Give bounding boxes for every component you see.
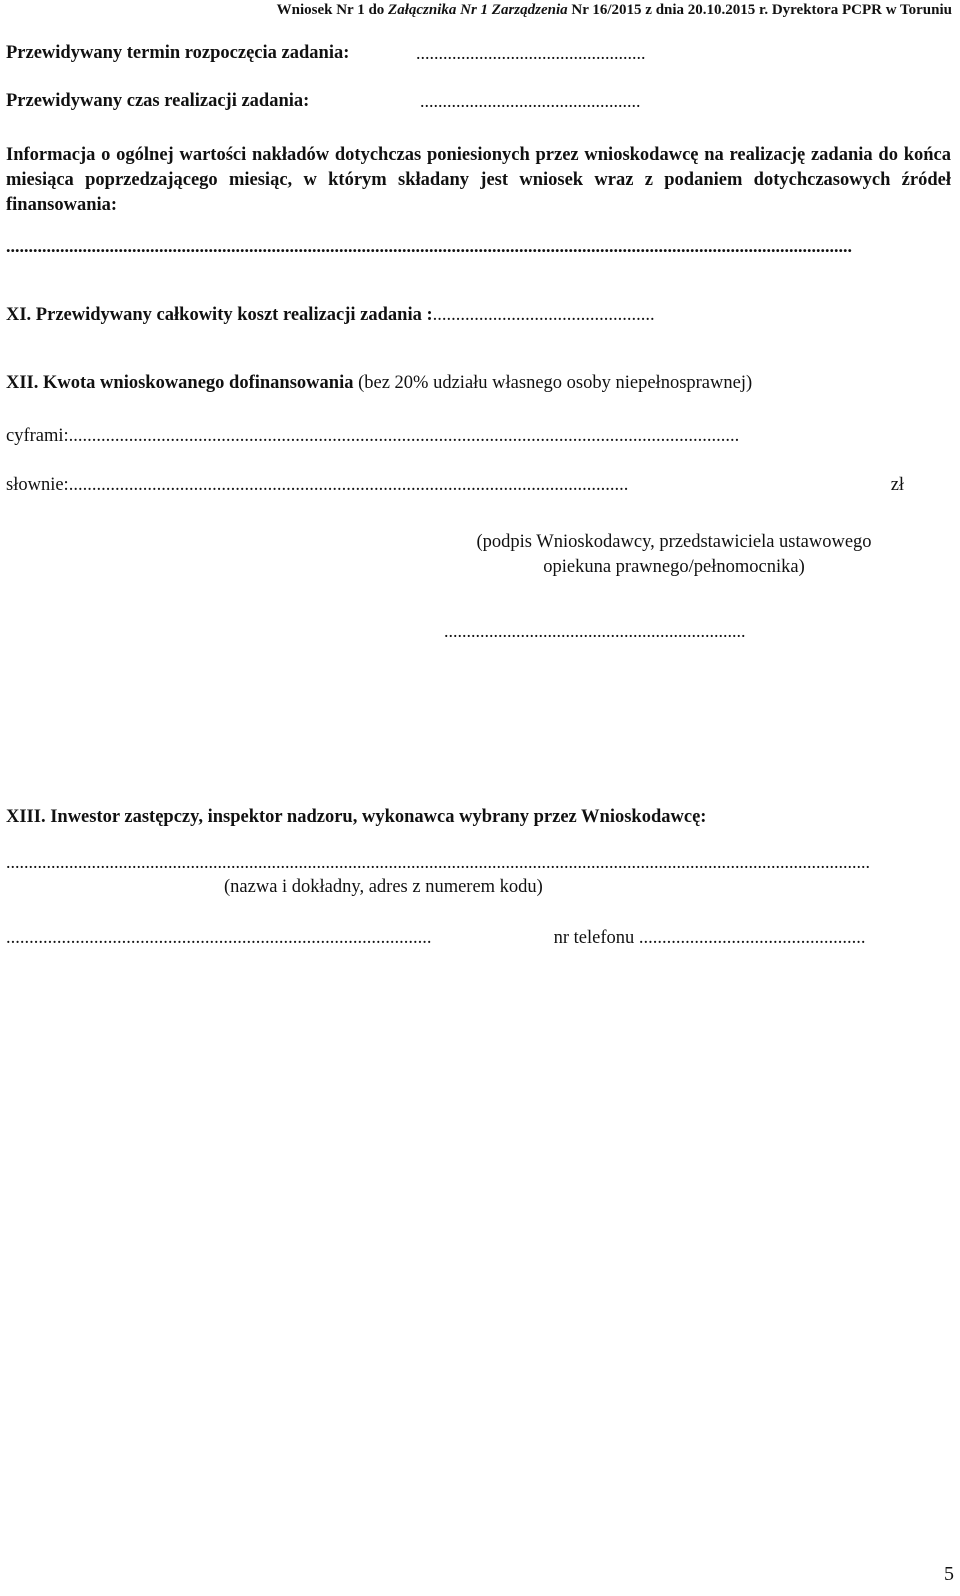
- amount-words-field[interactable]: .........................................................................................................................: [68, 476, 629, 495]
- section-xii-bold-label: XII. Kwota wnioskowanego dofinansowania: [6, 373, 354, 393]
- signature-caption: [442, 530, 906, 580]
- phone-row: [6, 929, 917, 948]
- amount-words-row: [6, 476, 904, 495]
- amount-digits-field[interactable]: .................................................................................................................................................: [68, 427, 740, 446]
- signature-caption-line2: opiekuna prawnego/pełnomocnika): [543, 557, 805, 577]
- section-xi-label: XI. Przewidywany całkowity koszt realizacji zadania :: [6, 305, 433, 325]
- currency-label: zł: [890, 475, 905, 495]
- section-xii-normal-label: (bez 20% udziału własnego osoby niepełnosprawnej): [358, 373, 753, 393]
- start-date-field[interactable]: ...................................................: [416, 44, 646, 62]
- page-number: 5: [944, 1563, 954, 1585]
- phone-field[interactable]: .................................................: [638, 929, 866, 948]
- amount-words-label: słownie:: [6, 475, 69, 495]
- section-xiii-label: XIII. Inwestor zastępczy, inspektor nadzoru, wykonawca wybrany przez Wnioskodawcę:: [6, 807, 707, 827]
- signature-caption-line1: (podpis Wnioskodawcy, przedstawiciela ustawowego: [476, 532, 872, 552]
- duration-field[interactable]: .................................................: [420, 92, 641, 110]
- section-xi: [6, 306, 655, 325]
- expenses-info-field[interactable]: ............................................................................................................................................................................................: [6, 237, 852, 255]
- contractor-name-field[interactable]: ................................................................................................................................................................................................: [6, 853, 870, 871]
- section-xii-heading: [6, 374, 752, 393]
- amount-digits-label: cyframi:: [6, 426, 69, 446]
- phone-prefix-field[interactable]: ............................................................................................: [6, 929, 432, 948]
- document-header: [277, 3, 952, 18]
- expenses-info-text: Informacja o ogólnej wartości nakładów dotychczas poniesionych przez wnioskodawcę na realizację zadania do końca miesiąca poprzedzającego miesiąc, w którym składany jest wniosek wraz z podaniem dotychczasowych źródeł finansowania:: [6, 145, 951, 215]
- header-prefix: Wniosek Nr 1 do: [276, 2, 385, 18]
- phone-label: nr telefonu: [553, 928, 635, 948]
- start-date-label: Przewidywany termin rozpoczęcia zadania:: [6, 43, 350, 63]
- header-suffix: Nr 16/2015 z dnia 20.10.2015 r. Dyrektora PCPR w Toruniu: [571, 2, 952, 18]
- contractor-name-caption: (nazwa i dokładny, adres z numerem kodu): [224, 877, 543, 897]
- section-xi-field[interactable]: ................................................: [432, 305, 655, 325]
- signature-field[interactable]: ...................................................................: [444, 622, 746, 640]
- amount-digits-row: [6, 427, 907, 446]
- header-italic-part: Załącznika Nr 1 Zarządzenia: [388, 2, 568, 18]
- duration-label: Przewidywany czas realizacji zadania:: [6, 91, 310, 111]
